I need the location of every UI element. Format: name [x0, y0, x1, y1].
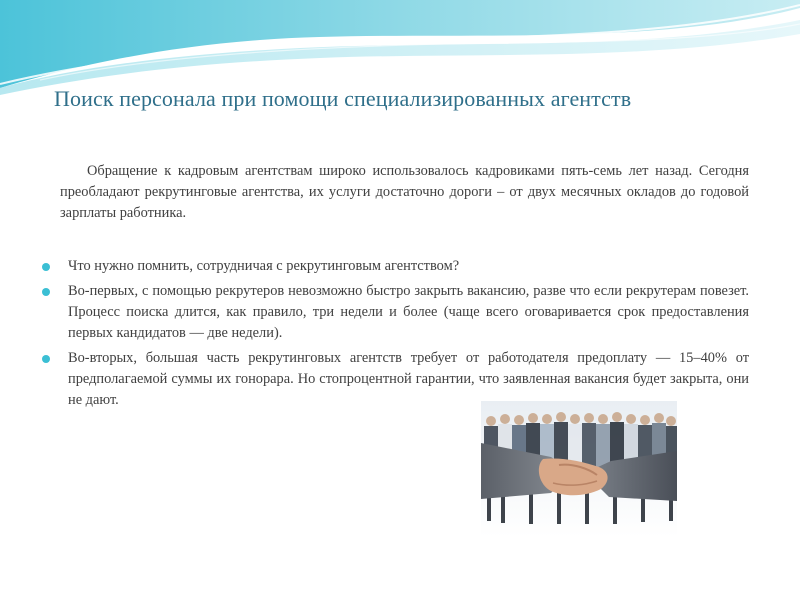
bullet-item	[42, 256, 749, 277]
handshake-photo	[481, 401, 677, 537]
bullet-list	[42, 256, 749, 415]
bullet-dot-icon	[42, 355, 50, 363]
bullet-text: Во-вторых, большая часть рекрутинговых агентств требует от работодателя предоплату — 15–40% от предполагаемой суммы их гонорара. Но стопроцентной гарантии, что заявленная вакансия будет закрыта, они не дают.	[68, 350, 749, 408]
slide-title: Поиск персонала при помощи специализированных агентств	[54, 86, 632, 111]
bullet-dot-icon	[42, 263, 50, 271]
bullet-dot-icon	[42, 288, 50, 296]
header-wave-decoration	[0, 0, 800, 95]
bullet-text: Во-первых, с помощью рекрутеров невозможно быстро закрыть вакансию, разве что если рекрутерам повезет. Процесс поиска длится, как правило, три недели и более (чаще всего оговаривается срок предоставления первых кандидатов — две недели).	[68, 283, 749, 341]
bullet-text: Что нужно помнить, сотрудничая с рекрутинговым агентством?	[68, 258, 460, 274]
bullet-item	[42, 281, 749, 344]
intro-paragraph: Обращение к кадровым агентствам широко использовалось кадровиками пять-семь лет назад. Сегодня преобладают рекрутинговые агентства, их услуги достаточно дороги – от двух месячных окладов до годовой зарплаты работника.	[60, 163, 749, 221]
